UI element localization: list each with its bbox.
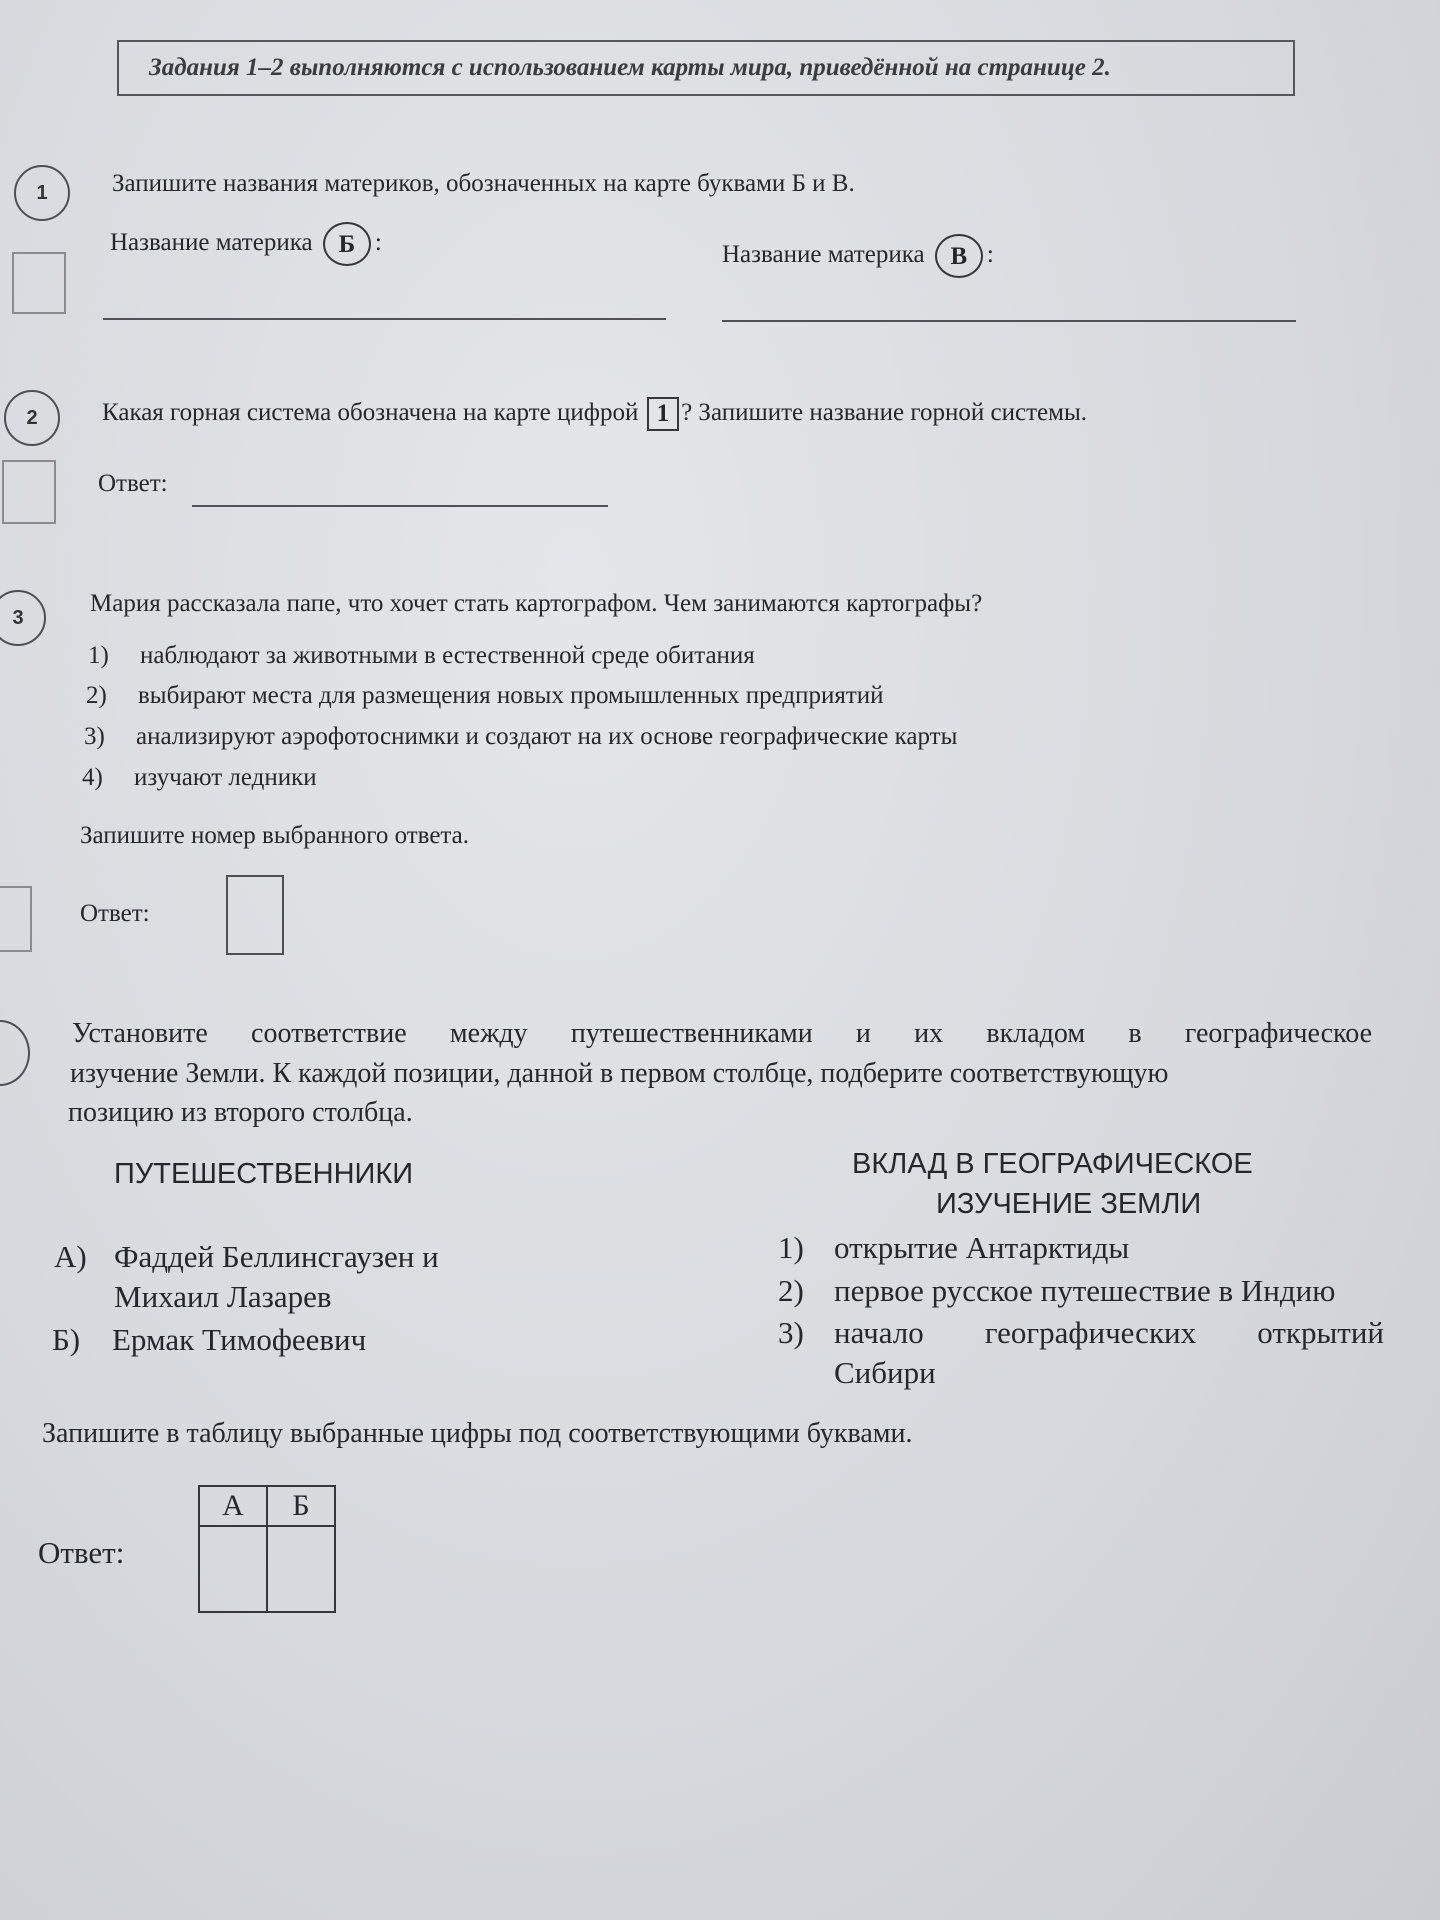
answer-cell-a[interactable] [199, 1526, 267, 1612]
question-3-number: 3 [0, 590, 46, 646]
question-4-write-instruction: Запишите в таблицу выбранные цифры под соответствующими буквами. [42, 1418, 913, 1449]
question-4-text-line-1: Установите соответствие между путешественниками и их вкладом в географическое [72, 1018, 1372, 1049]
answer-line-b[interactable] [103, 318, 666, 320]
question-2-answer-line[interactable] [192, 505, 608, 507]
question-3-write-instruction: Запишите номер выбранного ответа. [80, 822, 470, 849]
question-4-text-line-2: изучение Земли. К каждой позиции, данной в первом столбце, подберите соответствующую [70, 1058, 1169, 1089]
header-instruction: Задания 1–2 выполняются с использованием карты мира, приведённой на странице 2. [117, 40, 1295, 96]
column-header-travelers: ПУТЕШЕСТВЕННИКИ [114, 1158, 414, 1190]
traveler-a: А) Фаддей Беллинсгаузен и Михаил Лазарев [54, 1239, 439, 1314]
question-4-answer-label: Ответ: [38, 1535, 125, 1570]
option-4[interactable]: 4) изучают ледники [82, 764, 317, 791]
contribution-1: 1) открытие Антарктиды [778, 1230, 1130, 1265]
answer-line-v[interactable] [722, 320, 1296, 322]
question-3-answer-box[interactable] [226, 875, 284, 955]
column-header-contribution-2: ИЗУЧЕНИЕ ЗЕМЛИ [936, 1188, 1202, 1220]
question-1-label-b: Название материка Б : [110, 220, 382, 266]
question-4-text-line-3: позицию из второго столбца. [68, 1097, 413, 1128]
mountain-number-box: 1 [647, 397, 680, 431]
letter-v-circle: В [935, 234, 983, 278]
traveler-b: Б) Ермак Тимофеевич [52, 1322, 367, 1357]
question-4-number-circle [0, 1020, 30, 1086]
question-3-text: Мария рассказала папе, что хочет стать картографом. Чем занимаются картографы? [90, 590, 983, 617]
contribution-2: 2) первое русское путешествие в Индию [778, 1273, 1336, 1308]
question-3-score-box[interactable] [0, 886, 32, 952]
question-1-text: Запишите названия материков, обозначенных на карте буквами Б и В. [112, 170, 855, 197]
option-1[interactable]: 1) наблюдают за животными в естественной среде обитания [88, 642, 755, 669]
answer-table-header-a: А [199, 1486, 267, 1526]
question-2-answer-label: Ответ: [98, 470, 168, 497]
column-header-contribution-1: ВКЛАД В ГЕОГРАФИЧЕСКОЕ [852, 1148, 1253, 1180]
letter-b-circle: Б [323, 222, 371, 266]
option-3[interactable]: 3) анализируют аэрофотоснимки и создают на их основе географические карты [84, 723, 958, 750]
answer-cell-b[interactable] [267, 1526, 335, 1612]
answer-table [198, 1485, 336, 1613]
question-1-number: 1 [14, 165, 70, 221]
answer-table-header-b: Б [267, 1486, 335, 1526]
question-2-number: 2 [4, 390, 60, 446]
question-2-text: Какая горная система обозначена на карте цифрой 1 ? Запишите название горной системы. [102, 393, 1087, 433]
question-3-answer-label: Ответ: [80, 900, 150, 927]
question-1-score-box[interactable] [12, 252, 66, 314]
option-2[interactable]: 2) выбирают места для размещения новых промышленных предприятий [86, 682, 884, 709]
contribution-3: 3) начало географических открытий Сибири [778, 1315, 1384, 1390]
question-1-label-v: Название материка В : [722, 232, 994, 278]
question-2-score-box[interactable] [2, 460, 56, 524]
